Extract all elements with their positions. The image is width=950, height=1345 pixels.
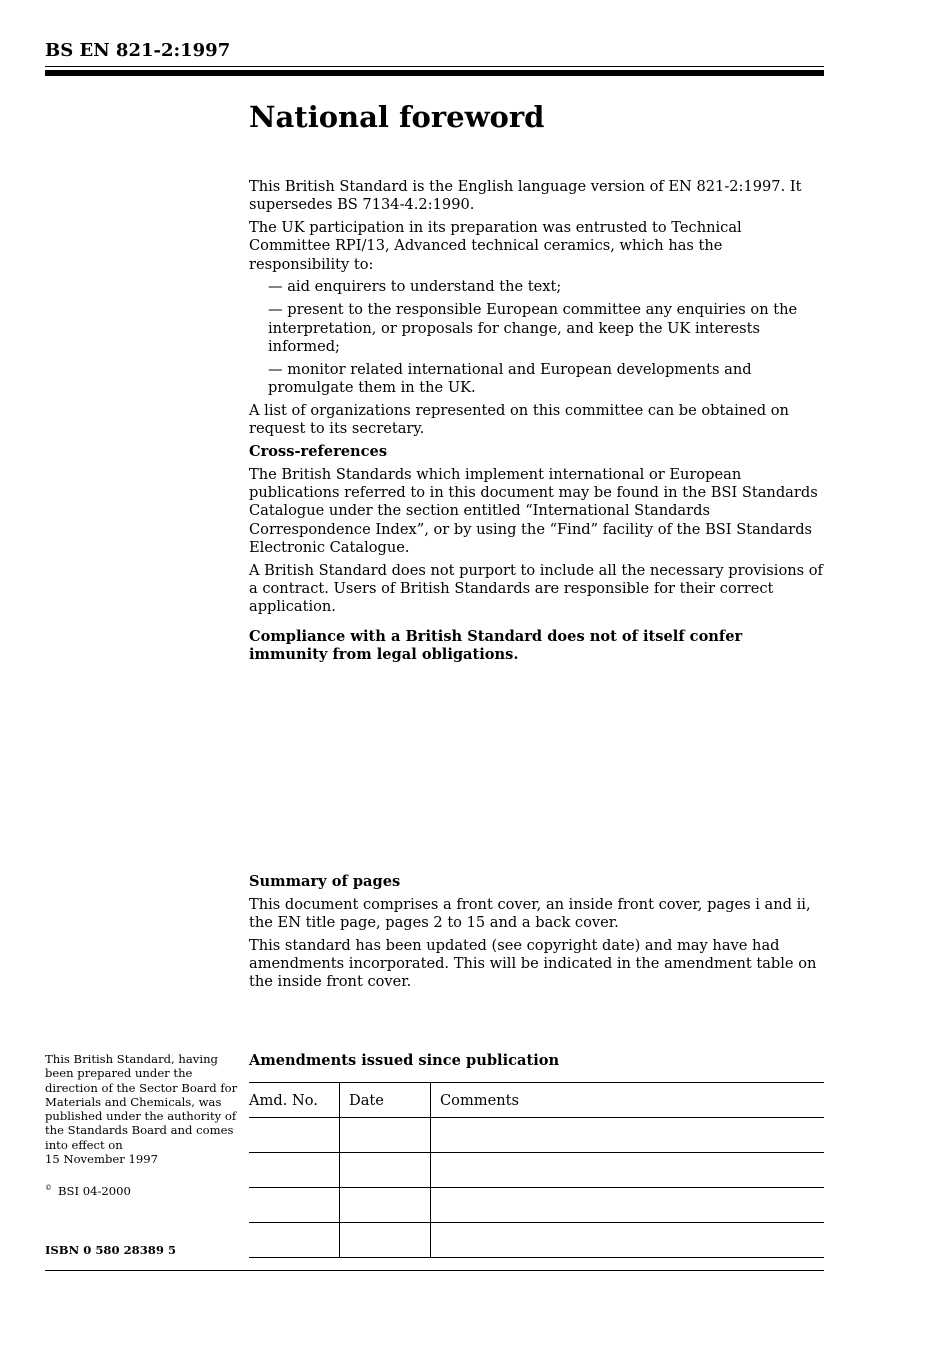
table-cell xyxy=(249,1118,340,1153)
paragraph-version: This British Standard is the English language version of EN 821-2:1997. It supersedes BS 7134-4.2:1990. xyxy=(249,178,802,214)
summary-paragraph: This document comprises a front cover, an inside front cover, pages i and ii, the EN title page, pages 2 to 15 and a back cover. xyxy=(249,895,811,932)
copyright-line xyxy=(45,1184,131,1198)
summary-of-pages xyxy=(249,873,824,996)
column-header-comments: Comments xyxy=(431,1083,825,1118)
amendments-title: Amendments issued since publication xyxy=(249,1052,560,1069)
compliance-statement: Compliance with a British Standard does not of itself confer immunity from legal obligations. xyxy=(249,627,743,663)
paragraph-organizations: A list of organizations represented on this committee can be obtained on request to its secretary. xyxy=(249,401,789,438)
effective-date: 15 November 1997 xyxy=(45,1152,158,1167)
copyright-text: BSI 04-2000 xyxy=(58,1184,131,1198)
table-cell xyxy=(340,1223,431,1258)
table-cell xyxy=(431,1118,825,1153)
table-row xyxy=(249,1118,824,1153)
publication-statement-text: This British Standard, having been prepared under the direction of the Sector Board for Materials and Chemicals, was published under the authority of the Standards Board and comes into effect on xyxy=(45,1052,238,1152)
paragraph-provisions: A British Standard does not purport to include all the necessary provisions of a contract. Users of British Standards are responsible for their correct application. xyxy=(249,561,823,616)
column-header-date: Date xyxy=(340,1083,431,1118)
header-thick-rule xyxy=(45,70,824,76)
table-cell xyxy=(431,1223,825,1258)
table-cell xyxy=(249,1153,340,1188)
column-header-amd-no: Amd. No. xyxy=(249,1083,340,1118)
isbn: ISBN 0 580 28389 5 xyxy=(45,1243,177,1257)
document-id: BS EN 821-2:1997 xyxy=(45,40,231,61)
copyright-symbol: © xyxy=(45,1184,52,1192)
foreword-body xyxy=(249,178,824,669)
list-item: — monitor related international and European developments and promulgate them in the UK. xyxy=(268,360,752,396)
table-row xyxy=(249,1188,824,1223)
publication-statement xyxy=(45,1052,245,1166)
summary-paragraph: This standard has been updated (see copyright date) and may have had amendments incorporated. This will be indicated in the amendment table on the inside front cover. xyxy=(249,936,817,991)
table-cell xyxy=(340,1118,431,1153)
table-header-row xyxy=(249,1083,824,1118)
table-cell xyxy=(249,1223,340,1258)
list-item: — present to the responsible European committee any enquiries on the interpretation, or proposals for change, and keep the UK interests informed; xyxy=(268,301,798,355)
table-row xyxy=(249,1153,824,1188)
footer-rule xyxy=(45,1270,824,1271)
cross-references-heading: Cross-references xyxy=(249,442,388,460)
summary-heading: Summary of pages xyxy=(249,873,401,890)
table-row xyxy=(249,1223,824,1258)
paragraph-cross-references: The British Standards which implement international or European publications referred to in this document may be found in the BSI Standards Catalogue under the section entitled “International Standards Correspondence Index”, or by using the “Find” facility of the BSI Standards Electronic Catalogue. xyxy=(249,465,818,556)
paragraph-committee: The UK participation in its preparation was entrusted to Technical Committee RPI/13, Advanced technical ceramics, which has the responsibility to: xyxy=(249,219,742,273)
table-cell xyxy=(249,1188,340,1223)
page-title: National foreword xyxy=(249,100,545,134)
table-cell xyxy=(431,1153,825,1188)
list-item: — aid enquirers to understand the text; xyxy=(268,278,562,296)
table-cell xyxy=(340,1188,431,1223)
table-cell xyxy=(431,1188,825,1223)
table-cell xyxy=(340,1153,431,1188)
amendments-table xyxy=(249,1082,824,1258)
header-thin-rule xyxy=(45,66,824,67)
